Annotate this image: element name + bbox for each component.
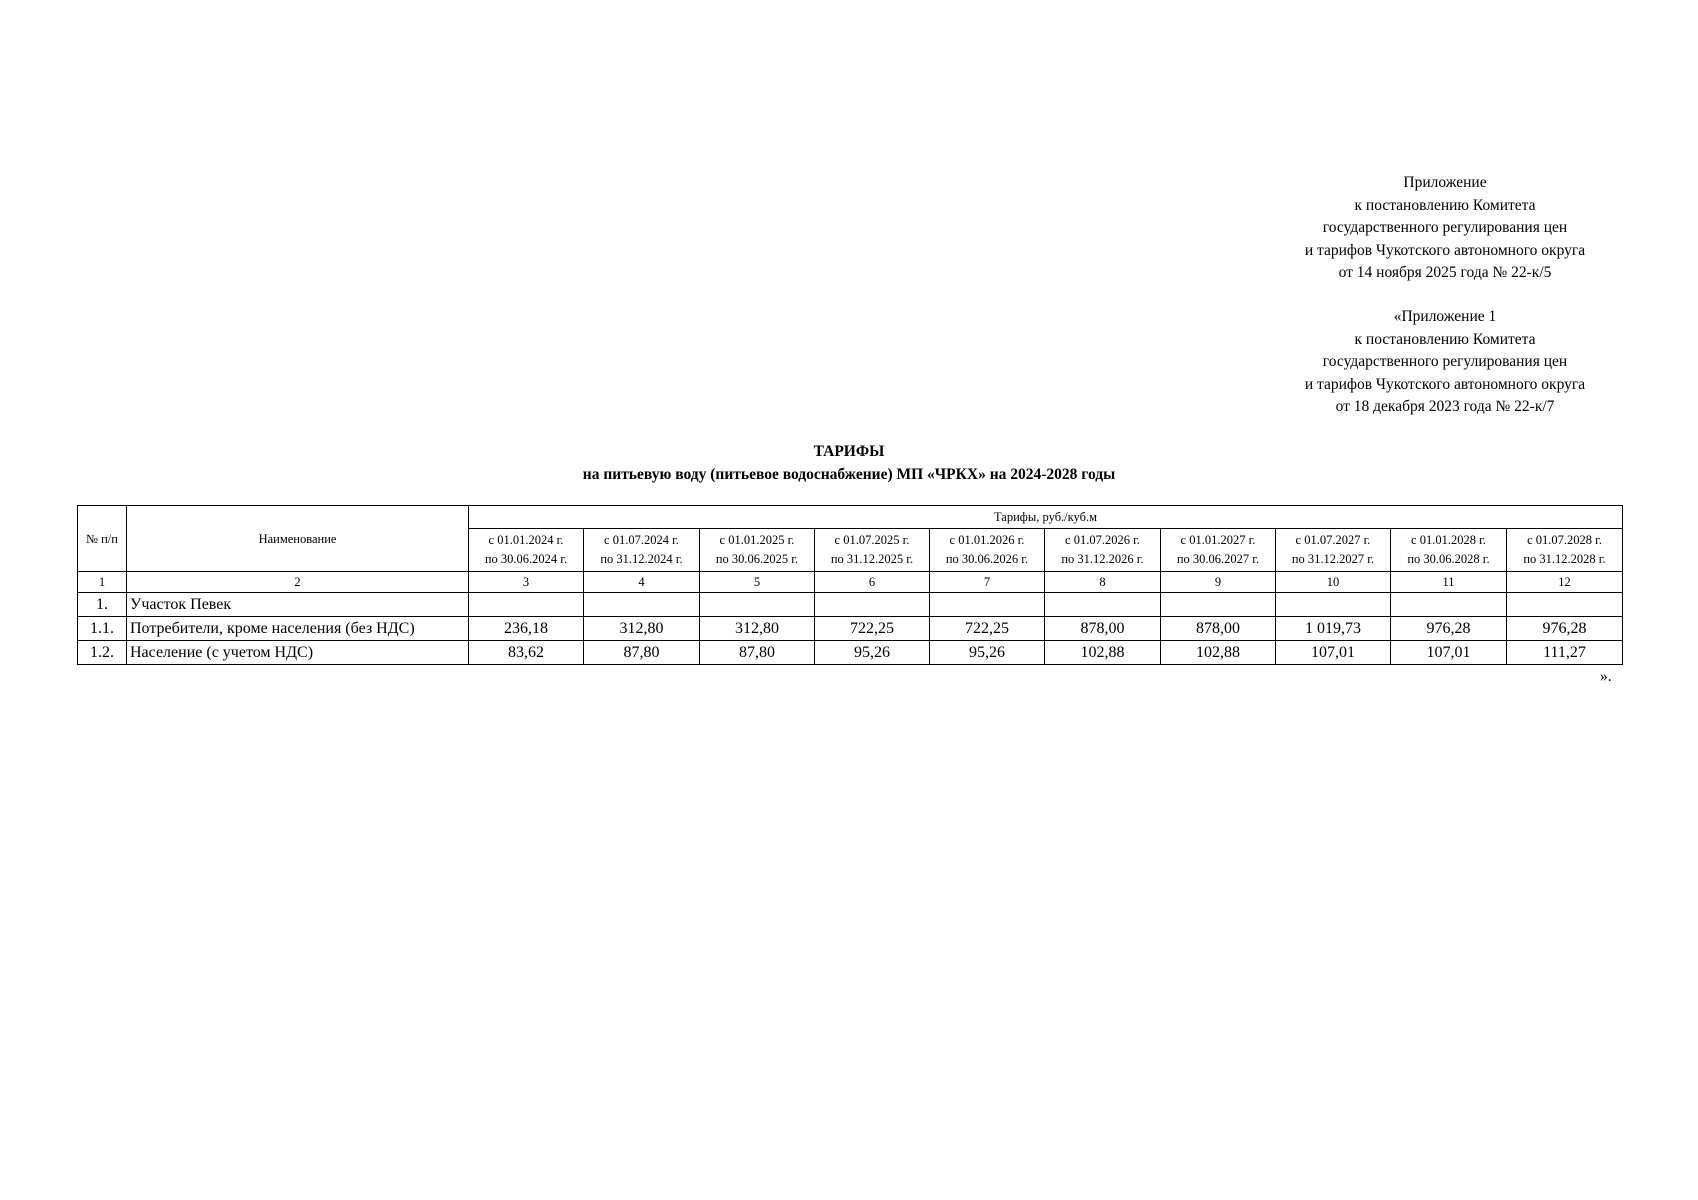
period-from: с 01.01.2028 г. bbox=[1411, 533, 1486, 547]
appendix-line: государственного регулирования цен bbox=[1322, 219, 1568, 236]
period-header-cell bbox=[815, 529, 930, 572]
period-header-cell bbox=[1276, 529, 1391, 572]
column-number-cell: 5 bbox=[700, 572, 815, 593]
row-number-cell: 1.1. bbox=[78, 617, 127, 641]
period-header-cell bbox=[1045, 529, 1161, 572]
appendix-line: к постановлению Комитета bbox=[1354, 196, 1536, 214]
column-number-cell: 1 bbox=[78, 572, 127, 593]
tariff-table bbox=[77, 505, 1623, 665]
period-header-cell bbox=[1391, 529, 1507, 572]
column-header-number: № п/п bbox=[78, 506, 127, 572]
tariff-value-cell: 722,25 bbox=[815, 617, 930, 641]
tariff-value-cell bbox=[930, 593, 1045, 617]
appendix-line: и тарифов Чукотского автономного округа bbox=[1304, 241, 1586, 259]
table-row bbox=[78, 641, 1623, 665]
tariff-value-cell: 95,26 bbox=[930, 641, 1045, 665]
period-from: с 01.07.2027 г. bbox=[1295, 533, 1371, 547]
document-subtitle: на питьевую воду (питьевое водоснабжение) МП «ЧРКХ» на 2024-2028 годы bbox=[582, 466, 1116, 483]
period-header-cell bbox=[930, 529, 1045, 572]
tariff-value-cell: 1 019,73 bbox=[1276, 617, 1391, 641]
column-number-row bbox=[78, 572, 1623, 593]
tariff-value-cell bbox=[1161, 593, 1276, 617]
document-title: ТАРИФЫ bbox=[813, 443, 885, 460]
tariff-value-cell: 878,00 bbox=[1161, 617, 1276, 641]
tariff-value-cell: 95,26 bbox=[815, 641, 930, 665]
column-number-cell: 4 bbox=[584, 572, 700, 593]
tariff-value-cell bbox=[1276, 593, 1391, 617]
period-to: по 31.12.2027 г. bbox=[1291, 552, 1375, 566]
appendix-line: и тарифов Чукотского автономного округа bbox=[1304, 375, 1586, 393]
appendix-line: к постановлению Комитета bbox=[1354, 330, 1536, 348]
tariff-value-cell: 107,01 bbox=[1391, 641, 1507, 665]
appendix-header bbox=[1250, 172, 1640, 285]
period-to: по 31.12.2026 г. bbox=[1061, 552, 1144, 566]
tariff-value-cell bbox=[1045, 593, 1161, 617]
appendix-line: Приложение bbox=[1403, 174, 1487, 191]
tariff-value-cell bbox=[1507, 593, 1623, 617]
tariff-value-cell bbox=[815, 593, 930, 617]
tariff-value-cell bbox=[700, 593, 815, 617]
tariff-value-cell bbox=[584, 593, 700, 617]
tariff-value-cell: 722,25 bbox=[930, 617, 1045, 641]
column-number-cell: 7 bbox=[930, 572, 1045, 593]
column-number-cell: 6 bbox=[815, 572, 930, 593]
tariff-value-cell bbox=[469, 593, 584, 617]
period-from: с 01.01.2025 г. bbox=[719, 533, 795, 547]
period-header-cell bbox=[1161, 529, 1276, 572]
period-to: по 30.06.2027 г. bbox=[1176, 552, 1260, 566]
row-number-cell: 1. bbox=[78, 593, 127, 617]
column-number-cell: 3 bbox=[469, 572, 584, 593]
tariff-value-cell: 111,27 bbox=[1507, 641, 1623, 665]
period-header-cell bbox=[1507, 529, 1623, 572]
column-group-header-tariffs: Тарифы, руб./куб.м bbox=[469, 506, 1623, 529]
row-name-cell: Население (с учетом НДС) bbox=[127, 641, 469, 665]
tariff-value-cell: 312,80 bbox=[584, 617, 700, 641]
tariff-value-cell: 87,80 bbox=[700, 641, 815, 665]
period-from: с 01.07.2028 г. bbox=[1527, 533, 1602, 547]
appendix-line: от 14 ноября 2025 года № 22-к/5 bbox=[1338, 264, 1552, 281]
period-to: по 31.12.2028 г. bbox=[1523, 552, 1606, 566]
table-row bbox=[78, 593, 1623, 617]
appendix-line: «Приложение 1 bbox=[1393, 308, 1497, 325]
period-to: по 30.06.2025 г. bbox=[715, 552, 799, 566]
column-number-cell: 8 bbox=[1045, 572, 1161, 593]
tariff-value-cell: 87,80 bbox=[584, 641, 700, 665]
period-to: по 30.06.2024 г. bbox=[484, 552, 568, 566]
tariff-value-cell: 107,01 bbox=[1276, 641, 1391, 665]
period-from: с 01.01.2024 г. bbox=[488, 533, 564, 547]
period-from: с 01.07.2024 г. bbox=[604, 533, 679, 547]
tariff-value-cell: 312,80 bbox=[700, 617, 815, 641]
tariff-value-cell: 102,88 bbox=[1045, 641, 1161, 665]
period-from: с 01.07.2026 г. bbox=[1065, 533, 1140, 547]
period-to: по 30.06.2026 г. bbox=[945, 552, 1029, 566]
period-from: с 01.01.2026 г. bbox=[949, 533, 1025, 547]
table-row bbox=[78, 617, 1623, 641]
period-from: с 01.01.2027 г. bbox=[1180, 533, 1256, 547]
period-header-cell bbox=[469, 529, 584, 572]
tariff-value-cell: 102,88 bbox=[1161, 641, 1276, 665]
row-number-cell: 1.2. bbox=[78, 641, 127, 665]
column-number-cell: 12 bbox=[1507, 572, 1623, 593]
period-header-cell bbox=[584, 529, 700, 572]
period-to: по 31.12.2025 г. bbox=[830, 552, 914, 566]
column-header-name: Наименование bbox=[127, 506, 469, 572]
period-from: с 01.07.2025 г. bbox=[834, 533, 910, 547]
column-number-cell: 9 bbox=[1161, 572, 1276, 593]
period-header-cell bbox=[700, 529, 815, 572]
tariff-value-cell: 976,28 bbox=[1391, 617, 1507, 641]
period-to: по 30.06.2028 г. bbox=[1407, 552, 1490, 566]
period-to: по 31.12.2024 г. bbox=[600, 552, 683, 566]
appendix-line: от 18 декабря 2023 года № 22-к/7 bbox=[1335, 398, 1555, 415]
closing-quote: ». bbox=[1600, 668, 1612, 685]
tariff-value-cell: 976,28 bbox=[1507, 617, 1623, 641]
appendix-line: государственного регулирования цен bbox=[1322, 353, 1568, 370]
column-number-cell: 11 bbox=[1391, 572, 1507, 593]
column-number-cell: 2 bbox=[127, 572, 469, 593]
tariff-value-cell: 83,62 bbox=[469, 641, 584, 665]
row-name-cell: Участок Певек bbox=[127, 593, 469, 617]
column-number-cell: 10 bbox=[1276, 572, 1391, 593]
previous-appendix-header bbox=[1250, 306, 1640, 419]
tariff-value-cell: 236,18 bbox=[469, 617, 584, 641]
tariff-value-cell: 878,00 bbox=[1045, 617, 1161, 641]
row-name-cell: Потребители, кроме населения (без НДС) bbox=[127, 617, 469, 641]
tariff-value-cell bbox=[1391, 593, 1507, 617]
